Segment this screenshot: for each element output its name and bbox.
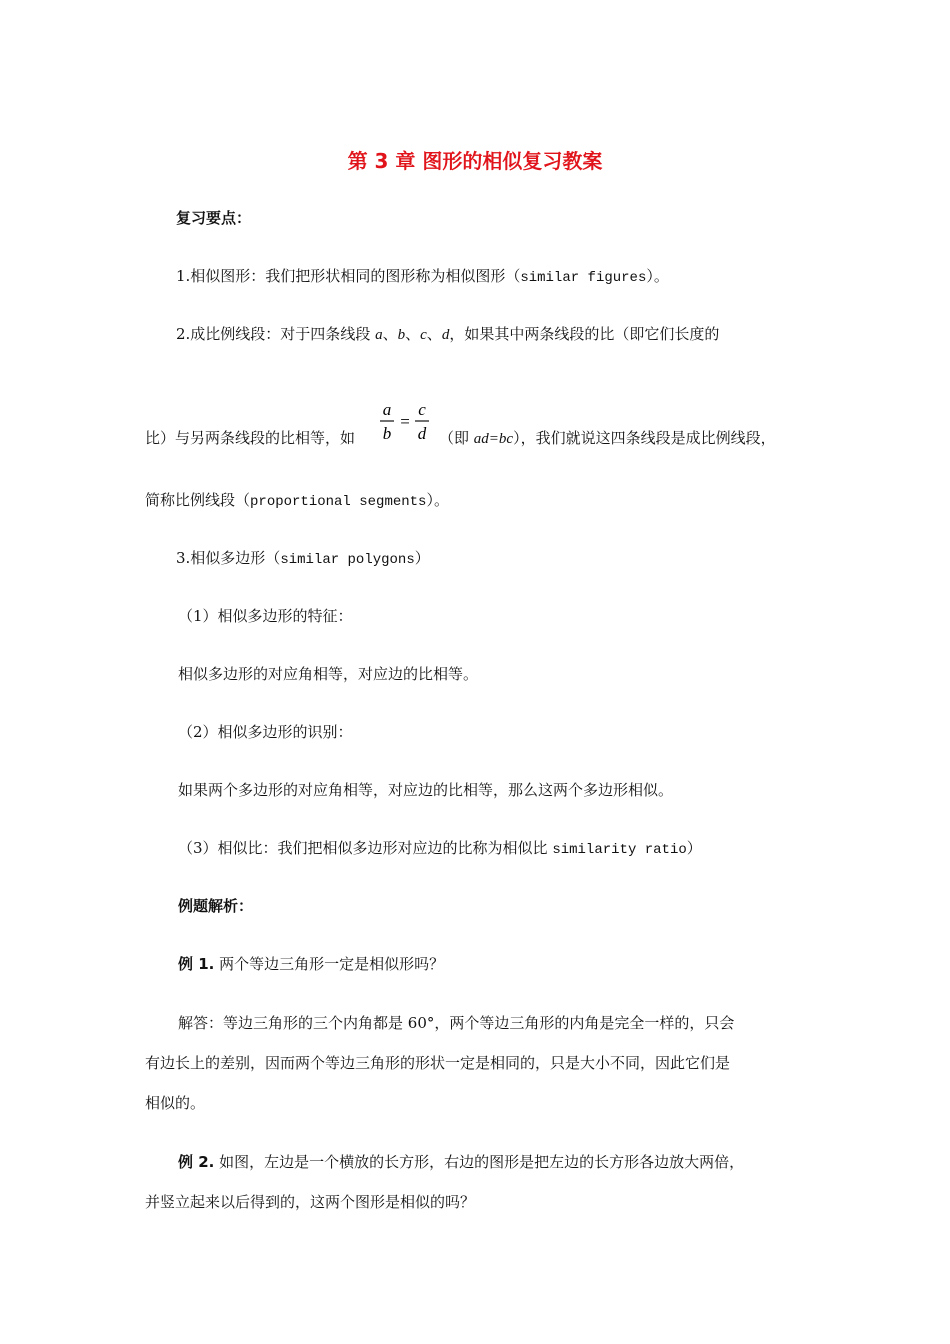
point-3-2-text: 如果两个多边形的对应角相等，对应边的比相等，那么这两个多边形相似。: [178, 781, 674, 799]
fraction-equals: =: [400, 412, 410, 431]
example-2-line-2: 并竖立起来以后得到的，这两个图形是相似的吗？: [145, 1193, 476, 1211]
var-d: d: [441, 327, 450, 343]
point-2-line-3-prefix: 简称比例线段（: [145, 491, 251, 509]
sep-2: 、: [405, 325, 421, 343]
document-title: 第 3 章 图形的相似复习教案: [347, 149, 603, 173]
point-2-english-term: proportional segments: [250, 494, 427, 510]
point-3-3-prefix: （3）相似比：我们把相似多边形对应边的比称为相似比: [178, 839, 553, 857]
examples-heading: 例题解析：: [178, 897, 254, 915]
example-2-text: 如图，左边是一个横放的长方形，右边的图形是把左边的长方形各边放大两倍，: [214, 1153, 745, 1171]
example-2-line-1: [178, 1152, 744, 1172]
product-equation: ad=bc: [473, 431, 514, 447]
paren-open: （即: [439, 429, 474, 447]
answer-1-line-1: 解答：等边三角形的三个内角都是 60°，两个等边三角形的内角是完全一样的，只会: [178, 1014, 735, 1032]
example-2-label: 例 2.: [178, 1153, 215, 1171]
example-1: [178, 954, 444, 974]
proportion-fraction: [378, 399, 433, 447]
sep-3: 、: [426, 325, 442, 343]
point-3-2-heading: （2）相似多边形的识别：: [178, 723, 353, 741]
example-1-question: 两个等边三角形一定是相似形吗？: [214, 955, 445, 973]
point-2-line-1-suffix: ，如果其中两条线段的比（即它们长度的: [449, 325, 720, 343]
var-c: c: [420, 327, 427, 343]
example-1-label: 例 1.: [178, 955, 215, 973]
fraction-denominator-d: d: [417, 424, 427, 443]
point-2-line-3-suffix: ）。: [426, 491, 449, 509]
point-2-line-1: [176, 324, 719, 345]
point-1-similar-figures: [176, 266, 669, 288]
point-3-3-similarity-ratio: [178, 838, 702, 860]
point-1-english-term: similar figures: [520, 270, 647, 286]
sep-1: 、: [382, 325, 398, 343]
review-heading: 复习要点：: [176, 209, 252, 227]
answer-1-line-3: 相似的。: [145, 1094, 206, 1112]
point-1-text: 1.相似图形：我们把形状相同的图形称为相似图形（: [176, 267, 521, 285]
point-1-suffix: ）。: [646, 267, 669, 285]
point-2-line-2-suffix: ），我们就说这四条线段是成比例线段，: [513, 429, 776, 447]
var-b: b: [397, 327, 406, 343]
point-2-prefix: 2.成比例线段：对于四条线段: [176, 325, 376, 343]
answer-1-line-2: 有边长上的差别，因而两个等边三角形的形状一定是相同的，只是大小不同，因此它们是: [145, 1054, 731, 1072]
fraction-numerator-c: c: [418, 400, 426, 419]
point-3-similar-polygons: [176, 548, 430, 570]
point-3-3-suffix: ）: [686, 839, 702, 857]
point-2-line-2-right: [439, 428, 776, 449]
point-2-line-3: [145, 490, 449, 512]
fraction-denominator-b: b: [382, 424, 392, 443]
point-3-1-text: 相似多边形的对应角相等，对应边的比相等。: [178, 665, 479, 683]
point-3-1-heading: （1）相似多边形的特征：: [178, 607, 353, 625]
fraction-numerator-a: a: [382, 400, 392, 419]
point-3-english-term: similar polygons: [280, 552, 415, 568]
point-3-3-english-term: similarity ratio: [552, 842, 687, 858]
var-a: a: [375, 327, 383, 343]
point-2-line-2-left: 比）与另两条线段的比相等，如: [145, 429, 356, 447]
point-3-prefix: 3.相似多边形（: [176, 549, 281, 567]
point-3-suffix: ）: [414, 549, 430, 567]
